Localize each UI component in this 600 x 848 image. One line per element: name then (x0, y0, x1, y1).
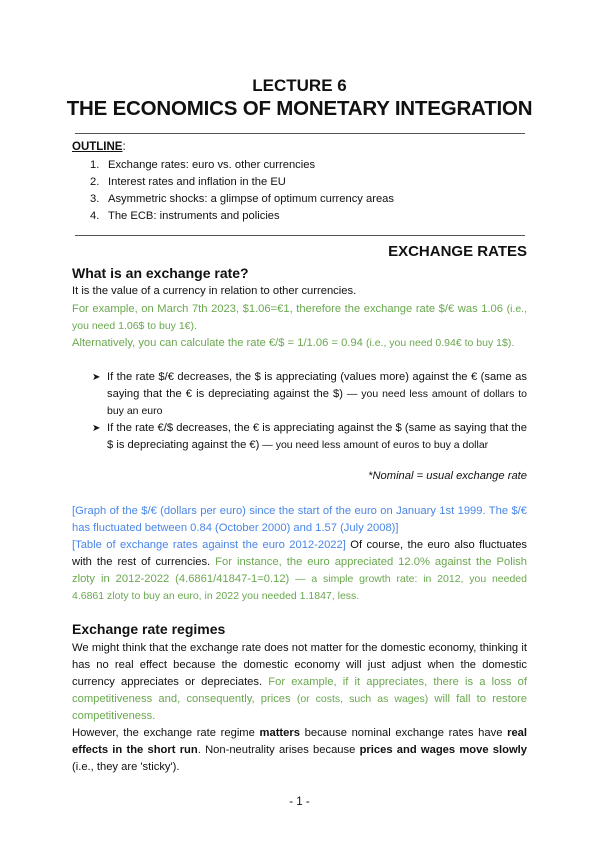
what-is-heading: What is an exchange rate? (72, 265, 249, 281)
table-link[interactable]: [Table of exchange rates against the euro 2012-2022] (72, 539, 346, 551)
outline-item: 2. Interest rates and inflation in the EU (90, 176, 286, 188)
page-number: - 1 - (289, 796, 310, 808)
outline-item: 4. The ECB: instruments and policies (90, 210, 280, 222)
arrow-icon: ➤ (92, 372, 101, 383)
outline-list (90, 157, 394, 225)
lecture-number: LECTURE 6 (252, 76, 347, 95)
alternative-text: Alternatively, you can calculate the rate €/$ = 1/1.06 = 0.94 (i.e., you need 0.94€ to buy 1$). (72, 337, 515, 349)
outline-item: 1. Exchange rates: euro vs. other currencies (90, 159, 316, 171)
lecture-title: THE ECONOMICS OF MONETARY INTEGRATION (66, 97, 533, 120)
arrow-icon: ➤ (92, 423, 101, 434)
top-divider (75, 133, 525, 134)
bullet-item: ➤ If the rate $/€ decreases, the $ is appreciating (values more) against the € (same as saying that the € is depreciating against the $) — you need less amount of dollars to buy an euro (92, 371, 528, 417)
outline-heading: OUTLINE: (72, 141, 126, 153)
outline-item: 3. Asymmetric shocks: a glimpse of optimum currency areas (90, 193, 394, 205)
outline-divider (75, 235, 525, 236)
definition-text: It is the value of a currency in relation to other currencies. (72, 285, 357, 297)
bullet-item: ➤ If the rate €/$ decreases, the € is appreciating against the $ (same as saying that the $ is depreciating against the €) — you need less amount of euros to buy a dollar (92, 422, 527, 451)
fluctuation-paragraph: [Table of exchange rates against the euro 2012-2022] Of course, the euro also fluctuates with the rest of currencies. For instance, the euro appreciated 12.0% against the Polish zloty in 2012-2022 (4.6861/41847-1=0.12) — a simple growth rate: in 2012, you needed 4.6861 zloty to buy an euro, in 2022 you needed 1.1847, less. (72, 539, 528, 602)
graph-link[interactable]: [Graph of the $/€ (dollars per euro) since the start of the euro on January 1st 1999. The $/€ has fluctuated between 0.84 (October 2000) and 1.57 (July 2008)] (72, 505, 527, 534)
regimes-paragraph-1: We might think that the exchange rate does not matter for the domestic economy, thinking it has no real effect because the domestic economy will just adjust when the domestic currency appreciates or depreciates. For example, if it appreciates, there is a loss of competitiveness and, consequently, prices (or costs, such as wages) will fall to restore competitiveness. (72, 642, 528, 722)
section-title: EXCHANGE RATES (388, 243, 527, 260)
regimes-heading: Exchange rate regimes (72, 621, 226, 637)
nominal-note: *Nominal = usual exchange rate (368, 470, 527, 482)
regimes-paragraph-2: However, the exchange rate regime matters because nominal exchange rates have real effects in the short run. Non-neutrality arises because prices and wages move slowly (i.e., they are 'sticky'). (72, 727, 527, 773)
example-text: For example, on March 7th 2023, $1.06=€1, therefore the exchange rate $/€ was 1.06 (i.e., you need 1.06$ to buy 1€). (72, 303, 528, 332)
